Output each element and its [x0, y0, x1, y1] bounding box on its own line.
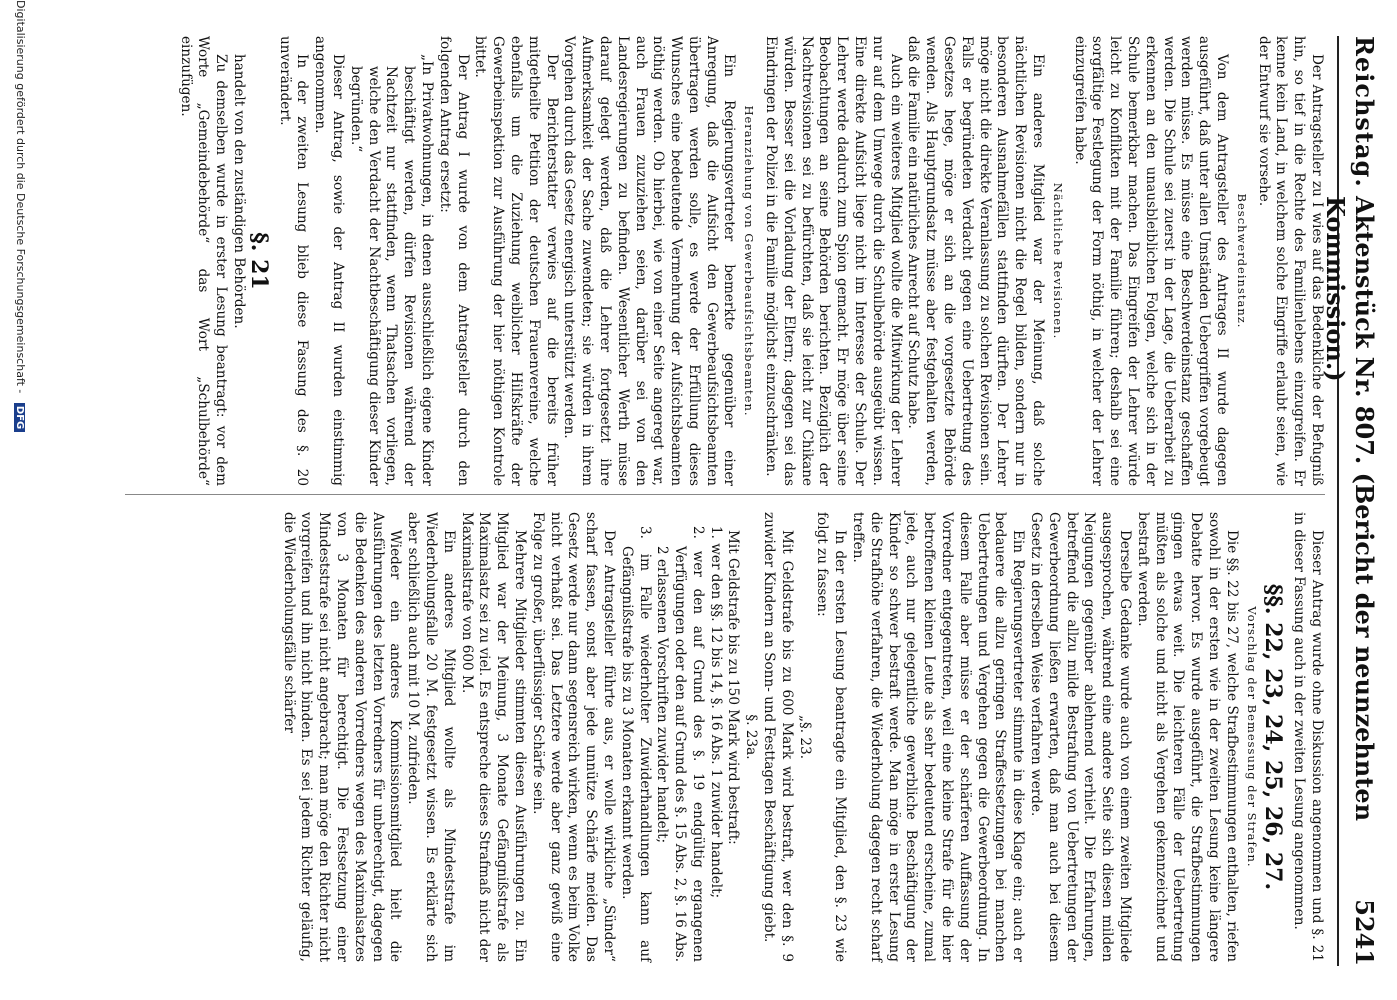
paragraph: Der Berichterstatter verwies auf die bereits früher mitgetheilte Petition der deutschen Frauenvereine, welche ebenfalls um die Zuziehung weiblicher Hilfskräfte der Gewerbeinspektion zur Ausführung der hier nöthigen Kontrole bittet. — [472, 36, 560, 486]
paragraph: handelt von den zuständigen Behörden. — [230, 54, 247, 329]
paragraph: Der Antragsteller zu I wies auf das Bedenkliche der Befugniß hin, so tief in die Rechte des Familienlebens einzugreifen. Er kenne kein Land, in welchem solche Eingriffe erlaubt seien, wie der Entwurf sie vorsehe. — [1255, 36, 1325, 486]
paragraph: Mit Geldstrafe bis zu 150 Mark wird bestraft: — [725, 530, 742, 845]
header-center — [1321, 196, 1379, 966]
paragraph: Auch ein weiteres Mitglied wollte die Mitwirkung der Lehrer nur auf dem Umwege durch die Schulbehörde ausgeübt wissen. Eine direkte Aufsicht liege nicht im Interesse der Schule. Der Lehrer werde dadurch zum Spion gemacht. Er möge über seine Beobachtungen an seine Behörden berichten. Bezüglich der Nachtrevisionen sei zu befürchten, daß sie leicht zur Chikane würden. Besser sei die Vorladung der Eltern; dagegen sei das Eindringen der Polizei in die Familie möglichst einzuschränken. — [763, 36, 904, 486]
paragraph: Mehrere Mitglieder stimmten diesen Ausführungen zu. Ein Mitglied war der Meinung, 3 Monate Gefängnißstrafe als Maximalsatz sei zu viel. Es entspreche dieses Strafmaß nicht der Maximalstrafe von 600 M. — [458, 512, 528, 962]
paragraph: Ein Regierungsvertreter stimmte in diese Klage ein; auch er bedauere die allzu geringen Straffestsetzungen bei manchen Uebertretungen und Vergehen gegen die Gewerbeordnung. In diesem Falle aber müsse er der schärferen Auffassung der Vorredner entgegentreten, weil eine kleine Strafe für die hier betroffenen kleinen Leute als sehr bedeutend erscheine, zumal jede, auch nur gelegentliche gewerbliche Beschäftigung der Kinder so schwer bestraft werde. Man möge in erster Lesung die Strafhöhe verfahren, die Wiederholung dagegen recht scharf treffen. — [850, 512, 1027, 962]
footer-text: Digitalisierung gefördert durch die Deutsche Forschungsgemeinschaft - — [14, 0, 27, 394]
page-header — [1321, 36, 1387, 966]
paragraph: Der Antrag I wurde von dem Antragsteller durch den folgenden Antrag ersetzt: — [436, 36, 471, 486]
paragraph: In der ersten Lesung beantragte ein Mitglied, den §. 23 wie folgt zu fassen: — [814, 512, 849, 962]
paragraph: Zu demselben wurde in erster Lesung beantragt: vor dem Worte „Gemeindebehörde“ das Wort „Schulbehörde“ einzufügen. — [177, 36, 230, 486]
paragraph: „§. 23. — [796, 714, 813, 760]
header-paren: (Bericht der neunzehnten Kommission.) — [1321, 196, 1379, 822]
footer — [14, 0, 27, 1000]
paragraph: Dieser Antrag wurde ohne Diskussion angenommen und §. 21 in dieser Fassung auch in der zweiten Lesung angenommen. — [1291, 512, 1325, 962]
section-heading: §§. 22, 23, 24, 25, 26, 27. — [1260, 583, 1287, 891]
subheading: Heranziehung von Gewerbeaufsichtsbeamten. — [742, 105, 757, 417]
paragraph: 2. wer den auf Grund des §. 19 endgültig ergangenen Verfügungen oder den auf Grund des §. 15 Abs. 2, §. 16 Abs. 2 erlassenen Vorschriften zuwider handelt; — [654, 526, 706, 963]
paragraph: Ein anderes Mitglied war der Meinung, daß solche nächtlichen Revisionen nicht die Regel bilden, sondern nur in besonderen Ausnahmefällen stattfinden dürften. Der Lehrer möge nicht die direkte Veranlassung zu solchen Revisionen sein. Falls er begründeten Verdacht gegen eine Uebertretung des Gesetzes hege, möge er sich an die vorgesetzte Behörde wenden. Als Hauptgrundsatz müsse aber festgehalten werden, daß die Familie ein natürliches Anrecht auf Schutz habe. — [905, 36, 1047, 486]
subheading: Vorschlag der Bemessung der Strafen. — [1244, 606, 1259, 868]
paragraph: 3. im Falle wiederholter Zuwiderhandlungen kann auf Gefängnißstrafe bis zu 3 Monaten erkannt werden. — [618, 526, 653, 962]
paragraph: „In Privatwohnungen, in denen ausschließlich eigene Kinder beschäftigt werden, dürfen Revisionen während der Nachtzeit nur stattfinden, wenn Thatsachen vorliegen, welche den Verdacht der Nachtbeschäftigung dieser Kinder begründen.“ — [347, 54, 435, 486]
paragraph: Der Antragsteller führte aus, er wolle wirkliche „Sünder“ scharf fassen, sonst aber jede unnütze Schärfe meiden. Das Gesetz werde nur dann segensreich wirken, wenn es beim Volke nicht verhaßt sei. Das Letztere werde aber ganz gewiß eine Folge zu großer, überflüssiger Schärfe sein. — [529, 512, 617, 962]
paragraph: Dieser Antrag, sowie der Antrag II wurden einstimmig angenommen. — [312, 36, 346, 486]
paragraph: In der zweiten Lesung blieb diese Fassung des §. 20 unverändert. — [276, 36, 311, 486]
section-heading: §. 21 — [245, 232, 272, 290]
subheading: Beschwerdeinstanz. — [1234, 193, 1249, 329]
right-column — [279, 512, 1325, 962]
paragraph: Mit Geldstrafe bis zu 600 Mark wird bestraft, wer den §. 9 zuwider Kindern an Sonn- und Festtagen Beschäftigung giebt. — [761, 512, 795, 962]
paragraph: 1. wer den §§. 12 bis 14, §. 16 Abs. 1 zuwider handelt; — [707, 526, 724, 899]
paragraph: Derselbe Gedanke wurde auch von einem zweiten Mitgliede ausgesprochen, während eine andere Seite sich diesen milden Neigungen gegenüber ablehnend verhielt. Die Erfahrungen, betreffend die allzu milde Bestrafung von Uebertretungen der Gewerbeordnung ließen erwarten, daß man auch bei diesem Gesetz in derselben Weise verfahren werde. — [1028, 512, 1134, 962]
paragraph: Von dem Antragsteller des Antrages II wurde dagegen ausgeführt, daß unter allen Umständen Uebergriffen vorgebeugt werden müsse. Es müsse eine Beschwerdeinstanz geschaffen werden. Die Schule sei zuerst in der Lage, die Ueberarbeit zu erkennen an den unausbleiblichen Folgen, welche sich in der Schule bemerkbar machen. Das Eingreifen der Lehrer würde leicht zu Konflikten mit der Familie führen; deshalb sei eine sorgfältige Festlegung der Form nöthig, in welcher der Lehrer einzugreifen habe. — [1071, 36, 1231, 486]
header-left: Reichstag. — [1350, 36, 1379, 188]
dfg-logo: DFG — [14, 403, 25, 432]
paragraph: Wieder ein anderes Kommissionsmitglied hielt die Ausführungen des letzten Vorredners für unberechtigt, dagegen die Bedenken des anderen Vorredners wegen des Maximalsatzes von 3 Monaten für berechtigt. Die Festsetzung einer Mindeststrafe sei nicht angebracht; man möge den Richter nicht vorgreifen und ihn nicht binden. Es sei jedem Richter geläufig, die Wiederholungsfälle schärfer — [280, 512, 404, 962]
left-column — [176, 36, 1325, 486]
paragraph: Ein Regierungsvertreter bemerkte gegenüber einer Anregung, daß die Aufsicht den Gewerbeaufsichtsbeamten übertragen werden solle, es werde der Erfüllung dieses Wunsches eine bedeutende Vermehrung der Aufsichtsbeamten nöthig werden. Ob hierbei, wie von einer Seite angeregt war, auch Frauen zuzuziehen seien, darüber sei von den Landesregierungen zu befinden. Wesentlicher Werth müsse darauf gelegt werden, daß die Lehrer fortgesetzt ihre Aufmerksamkeit der Sache zuwendeten; sie würden in ihrem Vorgehen durch das Gesetz energisch unterstützt werden. — [561, 36, 738, 486]
page-number: 5241 — [1350, 899, 1379, 966]
header-document-number: Aktenstück Nr. 807. — [1350, 196, 1379, 465]
column-divider — [125, 494, 1325, 495]
paragraph: §. 23a. — [743, 714, 760, 760]
paragraph: Die §§. 22 bis 27, welche Strafbestimmungen enthalten, riefen sowohl in der ersten wie in der zweiten Lesung keine längere Debatte hervor. Es wurde ausgeführt, die Strafbestimmungen gingen etwas weit. Die leichteren Fälle der Uebertretung müßten als solche und nicht als Vergehen gekennzeichnet und bestraft werden. — [1134, 512, 1240, 962]
paragraph: Ein anderes Mitglied wollte als Mindeststrafe im Wiederholungsfalle 20 M. festgesetzt wissen. Es erklärte sich aber schließlich auch mit 10 M. zufrieden. — [405, 512, 457, 962]
subheading: Nächtliche Revisionen. — [1050, 182, 1065, 340]
